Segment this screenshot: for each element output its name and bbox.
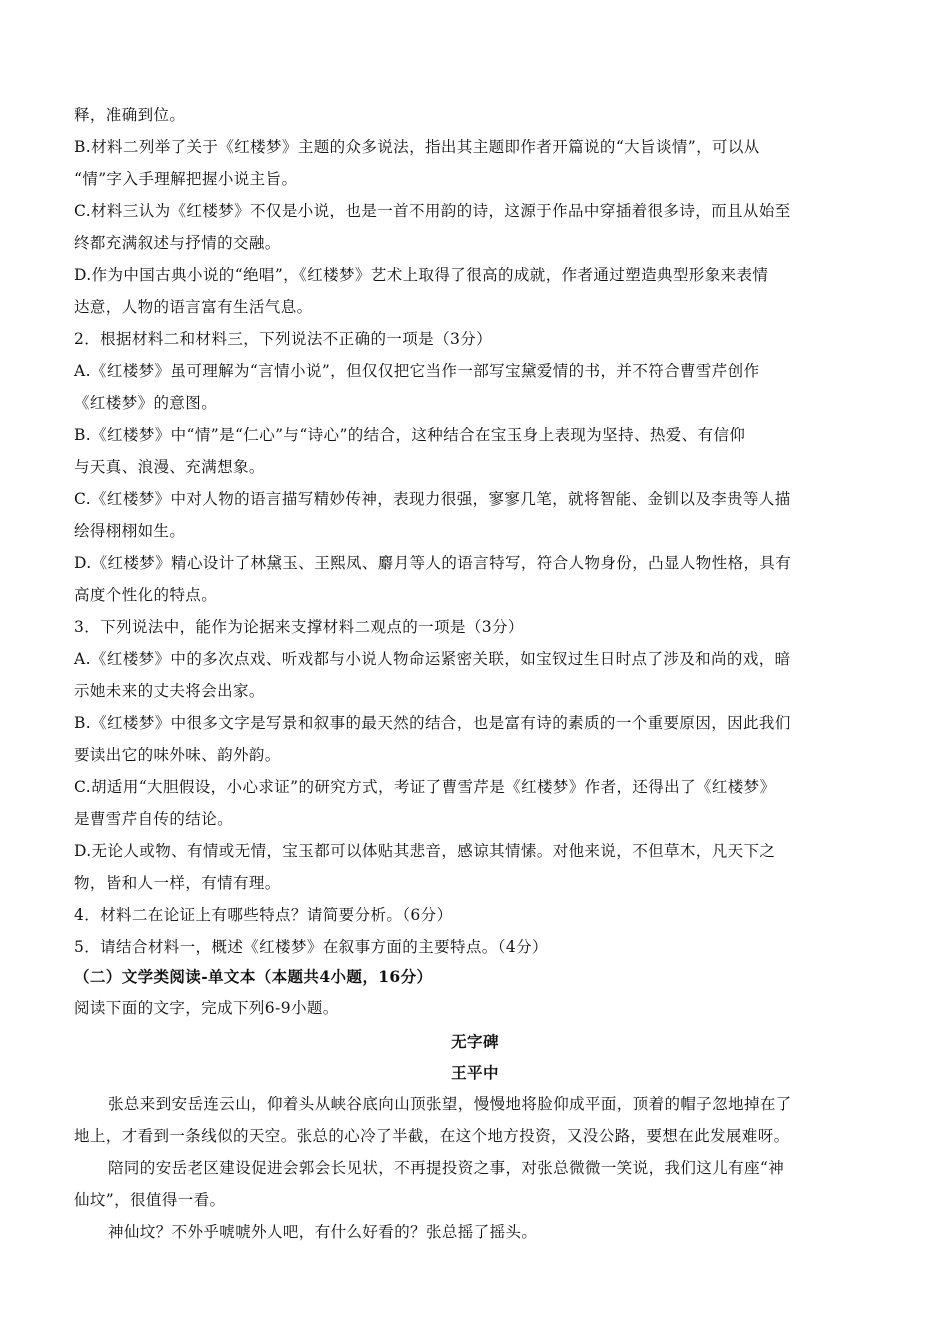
text-line: D.作为中国古典小说的“绝唱”，《红楼梦》艺术上取得了很高的成就，作者通过塑造典型形象来表情 [74, 266, 769, 284]
text-line: 终都充满叙述与抒情的交融。 [74, 234, 281, 252]
story-paragraph-line: 地上，才看到一条线似的天空。张总的心冷了半截，在这个地方投资，又没公路，要想在此发展难呀。 [74, 1127, 790, 1145]
text-line: C.材料三认为《红楼梦》不仅是小说，也是一首不用韵的诗，这源于作品中穿插着很多诗，而且从始至 [74, 202, 791, 220]
text-line: B.《红楼梦》中“情”是“仁心”与“诗心”的结合，这种结合在宝玉身上表现为坚持、热爱、有信仰 [74, 426, 746, 444]
text-line: 绘得栩栩如生。 [74, 522, 186, 540]
text-line: B.《红楼梦》中很多文字是写景和叙事的最天然的结合，也是富有诗的素质的一个重要原因，因此我们 [74, 714, 791, 732]
text-line: C.《红楼梦》中对人物的语言描写精妙传神，表现力很强，寥寥几笔，就将智能、金钏以及李贵等人描 [74, 490, 791, 508]
text-line: D.《红楼梦》精心设计了林黛玉、王熙凤、麝月等人的语言特写，符合人物身份，凸显人物性格，具有 [74, 554, 792, 572]
text-line: A.《红楼梦》虽可理解为“言情小说”，但仅仅把它当作一部写宝黛爱情的书，并不符合曹雪芹创作 [74, 362, 760, 380]
text-line: 与天真、浪漫、充满想象。 [74, 458, 265, 476]
text-line: “情”字入手理解把握小说主旨。 [74, 170, 298, 188]
text-line: 高度个性化的特点。 [74, 586, 218, 604]
text-line: C.胡适用“大胆假设，小心求证”的研究方式，考证了曹雪芹是《红楼梦》作者，还得出了《红楼梦》 [74, 778, 776, 796]
question-3: 3．下列说法中，能作为论据来支撑材料二观点的一项是（3分） [74, 618, 524, 636]
question-5: 5．请结合材料一，概述《红楼梦》在叙事方面的主要特点。（4分） [74, 938, 548, 956]
question-4: 4．材料二在论证上有哪些特点？请简要分析。（6分） [74, 906, 453, 924]
question-2: 2．根据材料二和材料三，下列说法不正确的一项是（3分） [74, 330, 493, 348]
story-title: 无字碑 [451, 1032, 499, 1051]
story-paragraph-line: 张总来到安岳连云山，仰着头从峡谷底向山顶张望，慢慢地将脸仰成平面，顶着的帽子忽地掉在了 [108, 1095, 792, 1113]
story-paragraph-line: 陪同的安岳老区建设促进会郭会长见状，不再提投资之事，对张总微微一笑说，我们这儿有座“神 [108, 1159, 785, 1177]
story-author: 王平中 [451, 1063, 499, 1082]
text-line: 达意，人物的语言富有生活气息。 [74, 298, 313, 316]
story-paragraph-line: 仙坟”，很值得一看。 [74, 1191, 226, 1209]
text-line: 示她未来的丈夫将会出家。 [74, 682, 265, 700]
text-line: 《红楼梦》的意图。 [74, 394, 218, 412]
text-line: 释，准确到位。 [74, 106, 186, 124]
text-line: 物，皆和人一样，有情有理。 [74, 874, 281, 892]
instruction-line: 阅读下面的文字，完成下列6-9小题。 [74, 999, 339, 1017]
story-paragraph-line: 神仙坟？不外乎唬唬外人吧，有什么好看的？张总摇了摇头。 [108, 1223, 538, 1241]
text-line: B.材料二列举了关于《红楼梦》主题的众多说法，指出其主题即作者开篇说的“大旨谈情”，可以从 [74, 138, 760, 156]
text-line: 要读出它的味外味、韵外韵。 [74, 746, 281, 764]
text-line: D.无论人或物、有情或无情，宝玉都可以体贴其悲音，感谅其情愫。对他来说，不但草木，凡天下之 [74, 842, 776, 860]
section-heading: （二）文学类阅读-单文本（本题共4小题，16分） [74, 967, 433, 986]
text-line: A.《红楼梦》中的多次点戏、听戏都与小说人物命运紧密关联，如宝钗过生日时点了涉及和尚的戏，暗 [74, 650, 791, 668]
text-line: 是曹雪芹自传的结论。 [74, 810, 234, 828]
